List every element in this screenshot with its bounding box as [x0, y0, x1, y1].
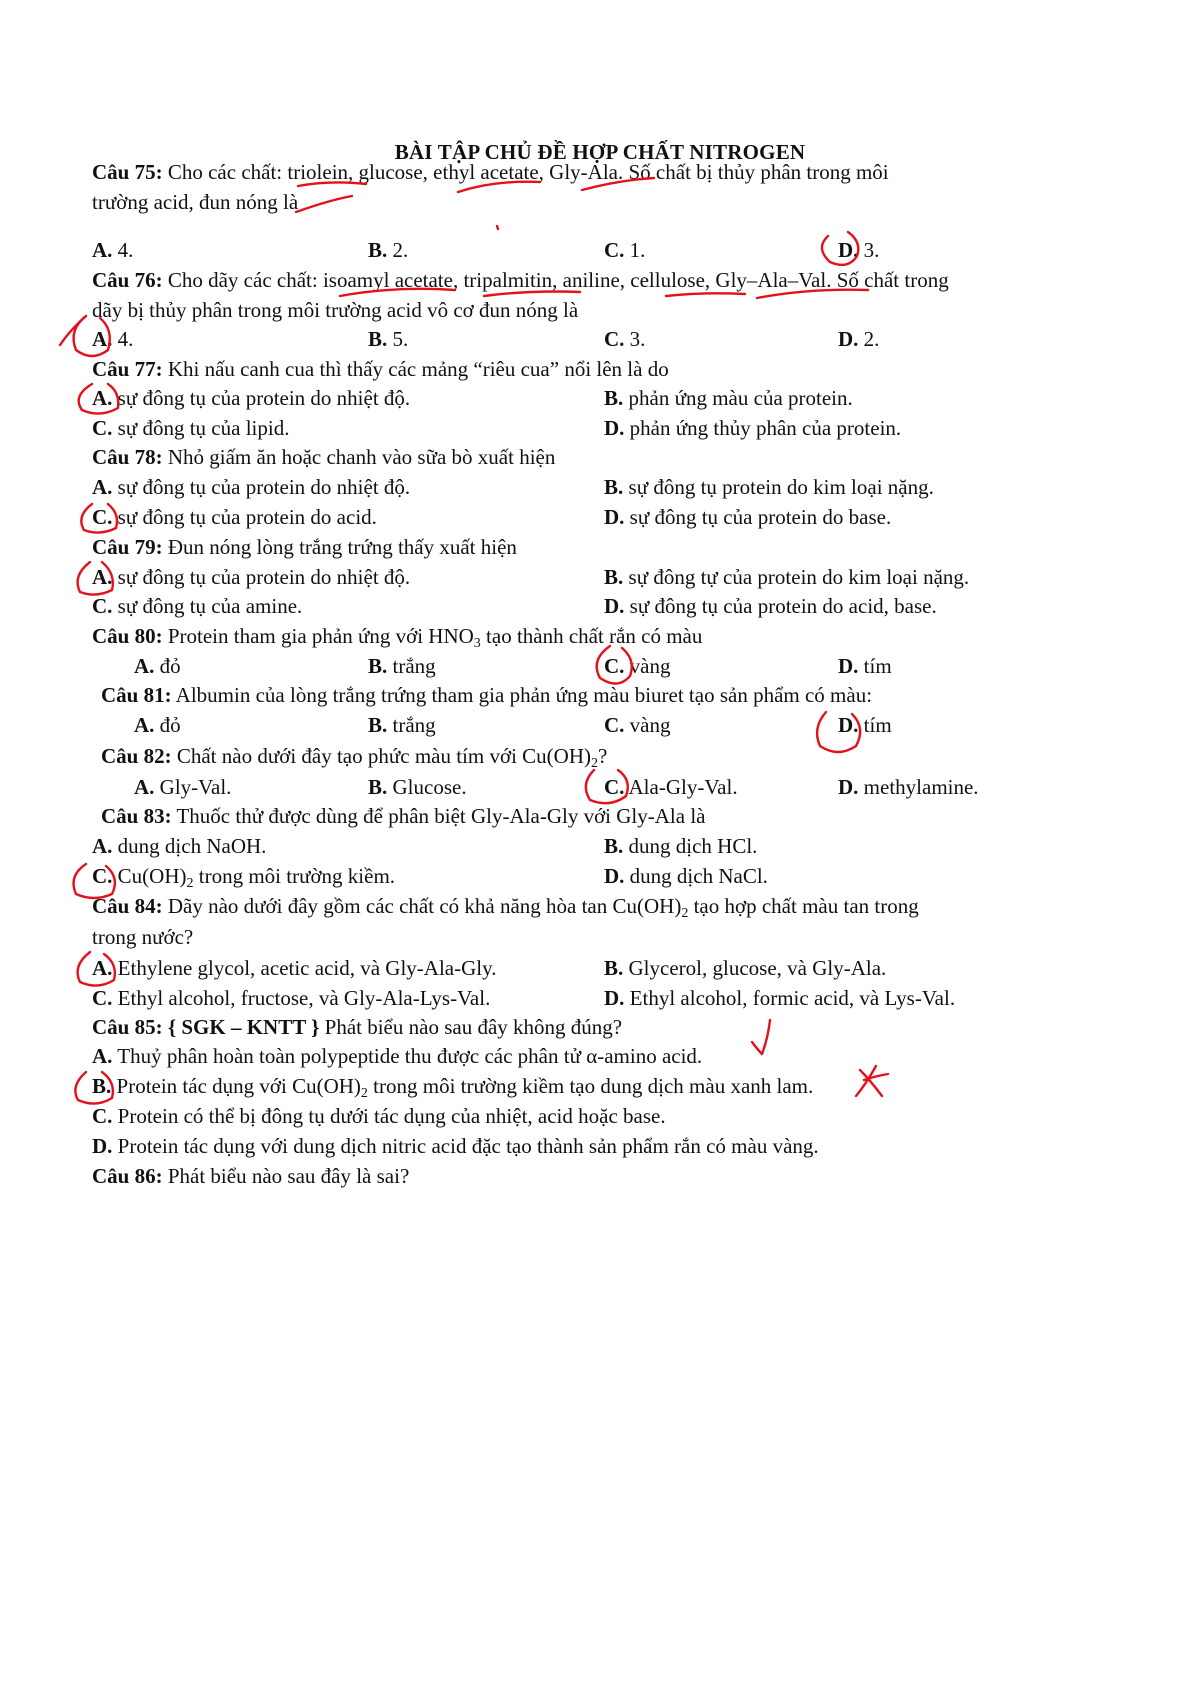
option-77-d: D. phản ứng thủy phân của protein.: [604, 416, 902, 440]
option-76-a: A. 4.: [92, 327, 134, 351]
option-75-b: B. 2.: [368, 238, 409, 262]
option-77-b: B. phản ứng màu của protein.: [604, 386, 853, 410]
option-80-b: B. trắng: [368, 654, 436, 678]
option-79-c: C. sự đông tụ của amine.: [92, 594, 303, 618]
option-77-a: A. sự đông tụ của protein do nhiệt độ.: [92, 386, 411, 410]
option-83-d: D. dung dịch NaCl.: [604, 864, 768, 888]
underline-la: [296, 196, 352, 212]
option-79-b: B. sự đông tự của protein do kim loại nặng.: [604, 565, 970, 589]
option-83-b: B. dung dịch HCl.: [604, 834, 758, 858]
option-80-d: D. tím: [838, 654, 892, 678]
option-83-c: C. $Cu(OH)_2$ trong môi trường kiềm.: [92, 864, 396, 891]
question-80: Câu 80: Protein tham gia phản ứng với $HNO_3$ tạo thành chất rắn có màu: [92, 624, 703, 651]
option-82-c: C. Ala-Gly-Val.: [604, 775, 738, 799]
question-label: Câu 75:: [92, 160, 163, 184]
option-85-c: C. Protein có thể bị đông tụ dưới tác dụng của nhiệt, acid hoặc base.: [92, 1104, 666, 1128]
option-75-a: A. 4.: [92, 238, 134, 262]
option-82-b: B. Glucose.: [368, 775, 467, 799]
question-86: Câu 86: Phát biểu nào sau đây là sai?: [92, 1164, 410, 1188]
question-75: [92, 159, 889, 185]
question-85: Câu 85: { SGK – KNTT } Phát biểu nào sau đây không đúng?: [92, 1015, 623, 1039]
option-76-c: C. 3.: [604, 327, 646, 351]
question-81: Câu 81: Albumin của lòng trắng trứng tham gia phản ứng màu biuret tạo sản phẩm có màu:: [101, 683, 873, 707]
option-82-d: D. methylamine.: [838, 775, 979, 799]
question-75-line2: trường acid, đun nóng là: [92, 190, 299, 214]
option-76-d: D. 2.: [838, 327, 880, 351]
option-79-d: D. sự đông tụ của protein do acid, base.: [604, 594, 937, 618]
question-text: Cho các chất: triolein, glucose, ethyl acetate, Gly-Ala. Số chất bị thủy phân trong môi: [162, 160, 889, 184]
question-84-line2: trong nước?: [92, 925, 194, 949]
dot-mark: [497, 226, 498, 229]
question-82: Câu 82: Chất nào dưới đây tạo phức màu tím với $Cu(OH)_2$?: [101, 744, 608, 771]
option-85-a: A. Thuỷ phân hoàn toàn polypeptide thu được các phân tử α-amino acid.: [92, 1044, 703, 1068]
option-84-d: D. Ethyl alcohol, formic acid, và Lys-Val.: [604, 986, 956, 1010]
question-76-line2: dãy bị thủy phân trong môi trường acid vô cơ đun nóng là: [92, 298, 579, 322]
option-80-a: A. đỏ: [134, 654, 181, 678]
stroke-76-a: [60, 316, 86, 345]
option-78-c: C. sự đông tụ của protein do acid.: [92, 505, 377, 529]
option-81-a: A. đỏ: [134, 713, 181, 737]
cross-mark-icon: [856, 1066, 888, 1096]
option-81-d: D. tím: [838, 713, 892, 737]
option-80-c: C. vàng: [604, 654, 671, 678]
question-76: Câu 76: Cho dãy các chất: isoamyl acetate, tripalmitin, aniline, cellulose, Gly–Ala–Val. Số chất trong: [92, 268, 949, 292]
option-82-a: A. Gly-Val.: [134, 775, 232, 799]
option-84-a: A. Ethylene glycol, acetic acid, và Gly-Ala-Gly.: [92, 956, 497, 980]
option-81-b: B. trắng: [368, 713, 436, 737]
question-77: Câu 77: Khi nấu canh cua thì thấy các mảng “riêu cua” nổi lên là do: [92, 357, 669, 381]
option-81-c: C. vàng: [604, 713, 671, 737]
option-76-b: B. 5.: [368, 327, 409, 351]
option-75-c: C. 1.: [604, 238, 646, 262]
question-83: Câu 83: Thuốc thử được dùng để phân biệt Gly-Ala-Gly với Gly-Ala là: [101, 804, 706, 828]
option-78-a: A. sự đông tụ của protein do nhiệt độ.: [92, 475, 411, 499]
option-84-b: B. Glycerol, glucose, và Gly-Ala.: [604, 956, 887, 980]
question-79: Câu 79: Đun nóng lòng trắng trứng thấy xuất hiện: [92, 535, 517, 559]
page-title: BÀI TẬP CHỦ ĐỀ HỢP CHẤT NITROGEN: [394, 140, 806, 164]
option-77-c: C. sự đông tụ của lipid.: [92, 416, 290, 440]
option-79-a: A. sự đông tụ của protein do nhiệt độ.: [92, 565, 411, 589]
underline-cellulose: [666, 293, 745, 296]
option-84-c: C. Ethyl alcohol, fructose, và Gly-Ala-Lys-Val.: [92, 986, 491, 1010]
option-83-a: A. dung dịch NaOH.: [92, 834, 267, 858]
question-84: Câu 84: Dãy nào dưới đây gồm các chất có khả năng hòa $\tan Cu(OH)_2$ tạo hợp chất màu tan trong: [92, 894, 919, 921]
option-78-b: B. sự đông tụ protein do kim loại nặng.: [604, 475, 934, 499]
option-78-d: D. sự đông tụ của protein do base.: [604, 505, 892, 529]
option-85-b: B. Protein tác dụng với $Cu(OH)_2$ trong môi trường kiềm tạo dung dịch màu xanh lam.: [92, 1074, 814, 1101]
option-75-d: D. 3.: [838, 238, 880, 262]
option-85-d: D. Protein tác dụng với dung dịch nitric acid đặc tạo thành sản phẩm rắn có màu vàng.: [92, 1134, 819, 1158]
question-78: Câu 78: Nhỏ giấm ăn hoặc chanh vào sữa bò xuất hiện: [92, 445, 556, 469]
check-mark-icon: [752, 1020, 770, 1054]
